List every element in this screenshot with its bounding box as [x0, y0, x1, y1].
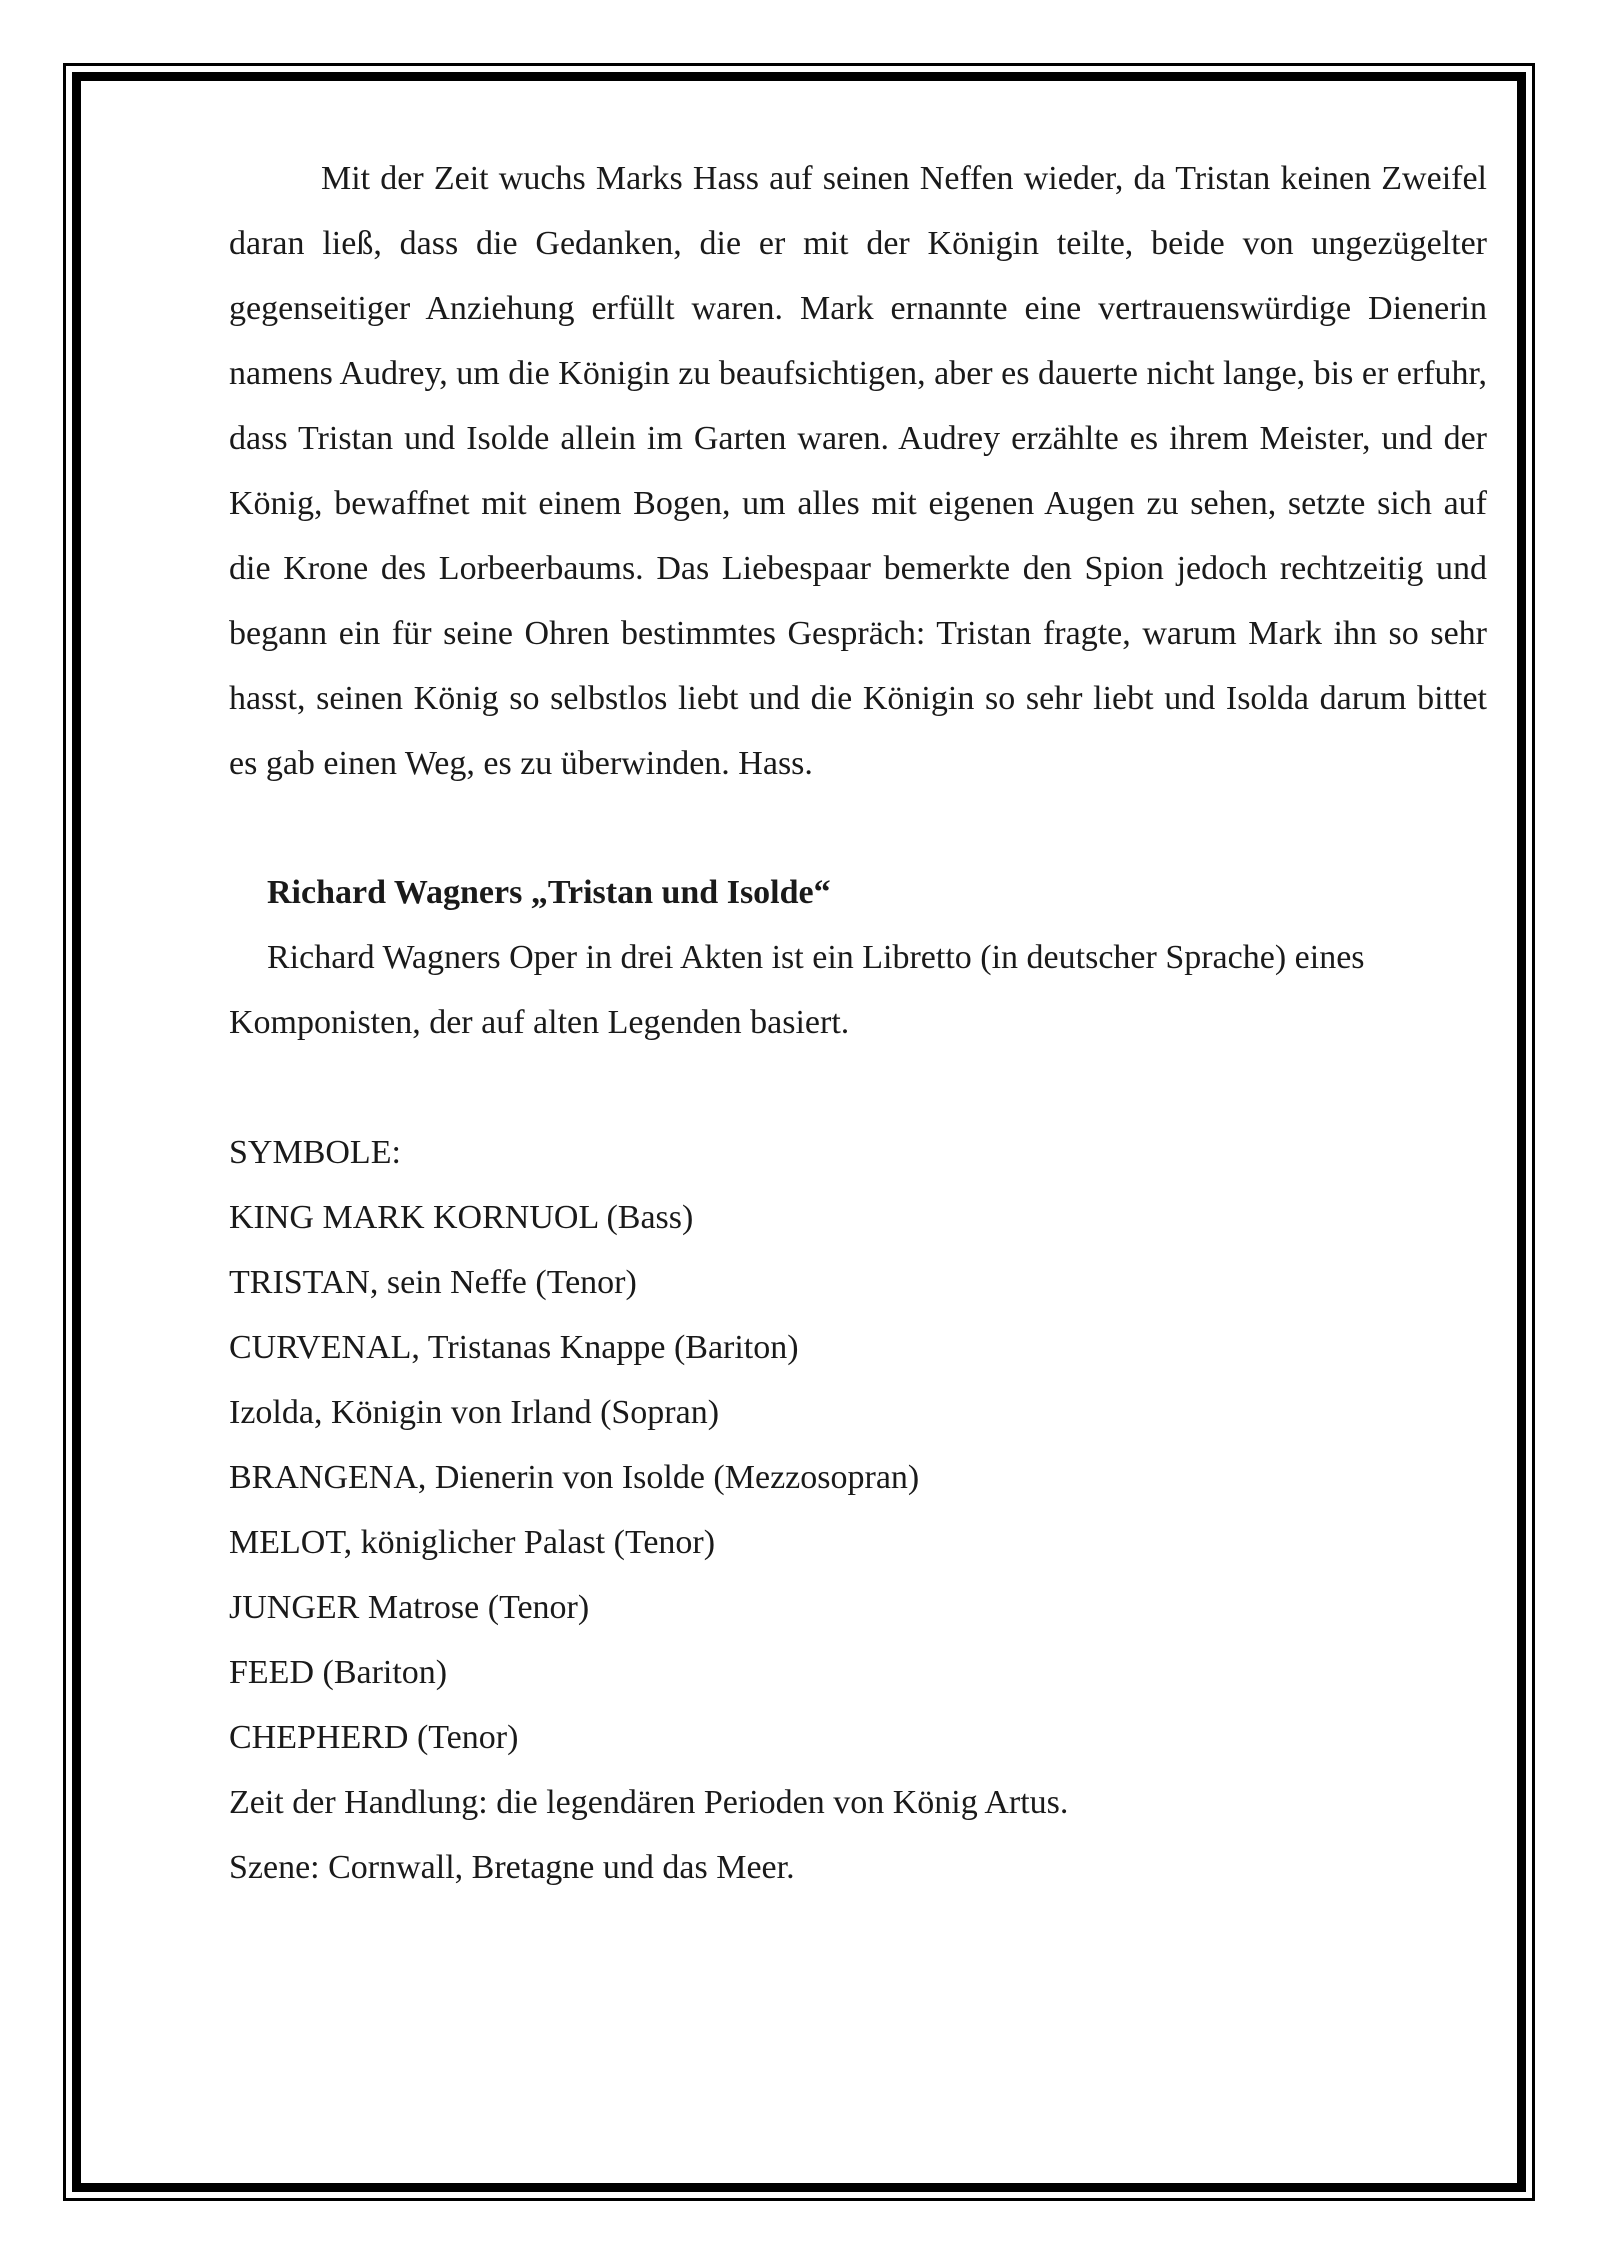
- opera-intro-paragraph: Richard Wagners Oper in drei Akten ist ein Libretto (in deutscher Sprache) eines Komponisten, der auf alten Legenden basiert.: [229, 939, 1365, 1041]
- list-line: Zeit der Handlung: die legendären Perioden von König Artus.: [229, 1784, 1069, 1821]
- list-line: SYMBOLE:: [229, 1134, 401, 1171]
- list-line: BRANGENA, Dienerin von Isolde (Mezzosopran): [229, 1459, 920, 1496]
- list-line: Izolda, Königin von Irland (Sopran): [229, 1394, 720, 1431]
- list-line: JUNGER Matrose (Tenor): [229, 1589, 590, 1626]
- document-body: [229, 146, 1487, 1900]
- list-line: TRISTAN, sein Neffe (Tenor): [229, 1264, 637, 1301]
- section-heading: Richard Wagners „Tristan und Isolde“: [267, 874, 831, 911]
- list-line: Szene: Cornwall, Bretagne und das Meer.: [229, 1849, 795, 1886]
- story-paragraph: Mit der Zeit wuchs Marks Hass auf seinen Neffen wieder, da Tristan keinen Zweifel daran ließ, dass die Gedanken, die er mit der Königin teilte, beide von ungezügelter gegenseitiger Anziehung erfüllt waren. Mark ernannte eine vertrauenswürdige Dienerin namens Audrey, um die Königin zu beaufsichtigen, aber es dauerte nicht lange, bis er erfuhr, dass Tristan und Isolde allein im Garten waren. Audrey erzählte es ihrem Meister, und der König, bewaffnet mit einem Bogen, um alles mit eigenen Augen zu sehen, setzte sich auf die Krone des Lorbeerbaums. Das Liebespaar bemerkte den Spion jedoch rechtzeitig und begann ein für seine Ohren bestimmtes Gespräch: Tristan fragte, warum Mark ihn so sehr hasst, seinen König so selbstlos liebt und die Königin so sehr liebt und Isolda darum bittet es gab einen Weg, es zu überwinden. Hass.: [229, 160, 1487, 782]
- character-list: [229, 1120, 1487, 1900]
- list-line: MELOT, königlicher Palast (Tenor): [229, 1524, 716, 1561]
- list-line: FEED (Bariton): [229, 1654, 448, 1691]
- list-line: CURVENAL, Tristanas Knappe (Bariton): [229, 1329, 799, 1366]
- list-line: CHEPHERD (Tenor): [229, 1719, 519, 1756]
- list-line: KING MARK KORNUOL (Bass): [229, 1199, 694, 1236]
